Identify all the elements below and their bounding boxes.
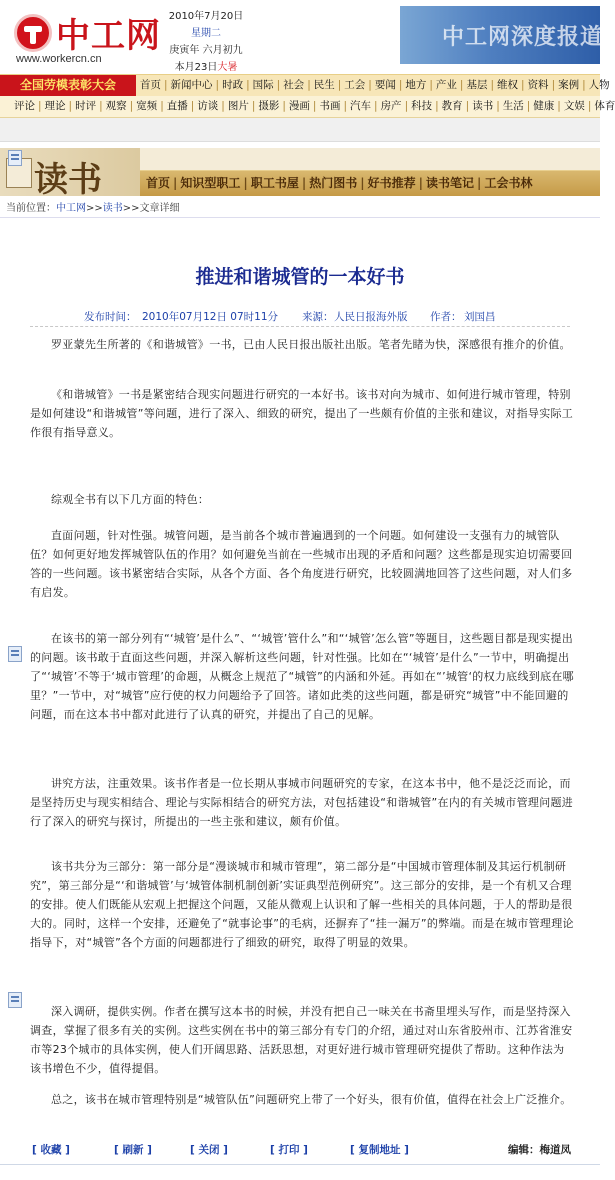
article-paragraph: 在该书的第一部分列有“‘城管’是什么”、“‘城管’管什么”和“‘城管’怎么管”等题目，这些题目都是现实提出的问题。该书敢于直面这些问题，并深入解析这些问题，针对性强。比如在“‘城管’是什么”一节中，明确提出了“‘城管’不等于‘城市管理’的命题，从概念上规范了“城管”的内涵和外延。再如在“’城管‘的权力底线到底在哪里？”一节中，对“城管”应行使的权力问题给予了回答。诸如此类的这些问题，都是研究“城管”中不能回避的问题，而在这本书中都对此进行了认真的研究，并提出了自己的见解。 [30, 632, 574, 721]
author-label: 作者： [430, 311, 462, 323]
nav-separator: | [521, 79, 525, 91]
nav-separator: | [276, 79, 281, 91]
date-text: 2010年7月20日 [168, 11, 244, 22]
nav-separator: | [404, 100, 409, 112]
article-paragraph: 综观全书有以下几方面的特色： [51, 493, 210, 506]
logo-emblem-icon[interactable] [14, 14, 52, 52]
sub-nav-item-13[interactable]: 科技 [411, 100, 433, 112]
article-title: 推进和谐城管的一本好书 [195, 266, 405, 288]
source-name: 人民日报海外版 [334, 311, 408, 323]
nav-separator: | [587, 100, 592, 112]
sub-nav-item-18[interactable]: 文娱 [563, 100, 585, 112]
feature-banner[interactable] [400, 6, 604, 64]
source-label: 来源： [302, 311, 334, 323]
sub-nav-item-10[interactable]: 书画 [319, 100, 341, 112]
nav-separator: | [398, 79, 403, 91]
refresh-button[interactable]: [ 刷新 ] [114, 1144, 152, 1156]
nav-separator: | [68, 100, 73, 112]
nav-separator: | [360, 176, 365, 190]
article-paragraph: 《和谐城管》一书是紧密结合现实问题进行研究的一本好书。该书对向为城市、如何进行城市管理，特别是如何建设“和谐城管”等问题，进行了深入、细致的研究，提出了一些颇有价值的主张和建议，对指导实际工作很有指导意义。 [30, 388, 574, 439]
nav-separator: | [557, 100, 561, 112]
nav-separator: | [368, 79, 372, 91]
floating-note-icon[interactable] [8, 150, 22, 166]
model-worker-badge[interactable]: 全国劳模表彰大会 [0, 75, 136, 96]
sub-nav-item-12[interactable]: 房产 [380, 100, 402, 112]
nav-separator: | [465, 100, 470, 112]
nav-separator: | [337, 79, 342, 91]
floating-note-icon[interactable] [8, 992, 22, 1008]
article-paragraph: 直面问题，针对性强。城管问题，是当前各个城市普遍遇到的一个问题。如何建设一支强有力的城管队伍？如何更好地发挥城管队伍的作用？如何避免当前在一些城市出现的矛盾和问题？这些都是现实迫切需要回答的一些问题。该书紧密结合实际，从各个方面、各个角度进行研究，比较圆满地回答了这些问题，对人们多有启发。 [30, 529, 573, 599]
main-nav-item-1[interactable]: 新闻中心 [170, 79, 213, 91]
reading-menu-item-5[interactable]: 读书笔记 [426, 176, 475, 190]
nav-separator: | [160, 100, 164, 112]
breadcrumb-separator: >> [86, 203, 103, 214]
main-nav-item-3[interactable]: 国际 [252, 79, 274, 91]
reading-banner-background [140, 148, 600, 170]
main-nav-item-8[interactable]: 地方 [405, 79, 427, 91]
reading-menu-item-1[interactable]: 知识型职工 [180, 176, 241, 190]
lunar-date: 庚寅年 六月初九 [169, 45, 243, 56]
nav-separator: | [38, 100, 42, 112]
nav-separator: | [551, 79, 556, 91]
floating-note-icon[interactable] [8, 646, 22, 662]
nav-separator: | [282, 100, 286, 112]
sub-nav [0, 96, 615, 118]
main-nav-item-14[interactable]: 人物 [588, 79, 610, 91]
article-paragraph: 讲究方法，注重效果。该书作者是一位长期从事城市问题研究的专家，在这本书中，他不是泛泛而论，而是坚持历史与现实相结合、理论与实际相结合的研究方法，对包括建设“和谐城管”在内的有关城市管理问题进行了深入的研究与探讨，所提出的一些主张和建议，颇有价值。 [30, 777, 574, 828]
sub-nav-item-16[interactable]: 生活 [502, 100, 524, 112]
sub-nav-item-6[interactable]: 访谈 [197, 100, 219, 112]
main-nav-item-12[interactable]: 资料 [527, 79, 549, 91]
breadcrumb-separator: >> [122, 203, 140, 214]
sub-nav-item-11[interactable]: 汽车 [350, 100, 372, 112]
main-nav-item-10[interactable]: 基层 [466, 79, 488, 91]
nav-separator: | [164, 79, 168, 91]
main-nav-item-4[interactable]: 社会 [283, 79, 305, 91]
main-nav-links [140, 75, 610, 96]
sub-nav-item-19[interactable]: 体育 [594, 100, 615, 112]
sub-nav-item-14[interactable]: 教育 [441, 100, 463, 112]
sub-nav-item-15[interactable]: 读书 [472, 100, 494, 112]
breadcrumb-current: 文章详细 [139, 203, 180, 214]
nav-separator: | [459, 79, 464, 91]
reading-menu-item-0[interactable]: 首页 [146, 176, 171, 190]
breadcrumb-home-link[interactable]: 中工网 [56, 203, 86, 214]
reading-menu [140, 170, 600, 196]
close-button[interactable]: [ 关闭 ] [190, 1144, 228, 1156]
breadcrumb-section-link[interactable]: 读书 [102, 203, 123, 214]
ad-strip [0, 118, 600, 142]
publish-time: 2010年07月12日 07时11分 [142, 311, 279, 323]
solar-term-name: 大暑 [217, 62, 238, 73]
print-button[interactable]: [ 打印 ] [270, 1144, 308, 1156]
sub-nav-item-8[interactable]: 摄影 [258, 100, 280, 112]
nav-separator: | [343, 100, 348, 112]
main-nav [0, 74, 610, 96]
sub-nav-item-3[interactable]: 观察 [105, 100, 127, 112]
editor-credit [508, 1140, 571, 1160]
nav-separator: | [496, 100, 500, 112]
nav-separator: | [173, 176, 178, 190]
nav-separator: | [221, 100, 225, 112]
editor-name: 梅道凤 [539, 1144, 571, 1156]
nav-separator: | [526, 100, 531, 112]
breadcrumb [0, 200, 600, 218]
editor-label: 编辑： [508, 1144, 540, 1156]
sub-nav-item-0[interactable]: 评论 [14, 100, 35, 112]
main-nav-item-11[interactable]: 维权 [497, 79, 519, 91]
nav-separator: | [301, 176, 307, 190]
article-paragraph: 该书共分为三部分：第一部分是“漫谈城市和城市管理”，第二部分是“中国城市管理体制及其运行机制研究”，第三部分是“‘和谐城管’与‘城管体制机制创新’实证典型范例研究”。这三部分的安排，是一个有机又合理的安排。使人们既能从宏观上把握这个问题，又能从微观上认识和了解一些相关的具体问题，于人的帮助是很大的。同时，这样一个安排，还避免了“就事论事”的毛病，还摒弃了“挂一漏万”的弊端。而是在城市管理理论指导下，对“城管”各个方面的问题都进行了细致的研究，取得了明显的效果。 [30, 860, 574, 949]
article-paragraph: 总之，该书在城市管理特别是“城管队伍”问题研究上带了一个好头，很有价值，值得在社会上广泛推介。 [51, 1093, 572, 1106]
main-nav-item-9[interactable]: 产业 [435, 79, 457, 91]
main-nav-item-13[interactable]: 案例 [558, 79, 580, 91]
article-paragraph: 深入调研，提供实例。作者在撰写这本书的时候，并没有把自己一味关在书斋里埋头写作，而是坚持深入调查，掌握了很多有关的实例。这些实例在书中的第三部分有专门的介绍，通过对山东省胶州市、江苏省淮安市等23个城市的具体实例，使人们开阔思路、活跃思想，对更好进行城市管理研究提供了帮助。这种作法为该书增色不少，值得提倡。 [30, 1005, 573, 1075]
main-nav-item-7[interactable]: 要闻 [374, 79, 396, 91]
main-nav-item-2[interactable]: 时政 [222, 79, 244, 91]
sub-nav-links [14, 96, 615, 117]
reading-channel-banner [0, 148, 600, 200]
site-url: www.workercn.cn [16, 53, 102, 65]
sub-nav-item-17[interactable]: 健康 [533, 100, 555, 112]
main-nav-item-6[interactable]: 工会 [344, 79, 366, 91]
reading-menu-item-3[interactable]: 热门图书 [309, 176, 358, 190]
sub-nav-item-2[interactable]: 时评 [75, 100, 97, 112]
publish-label: 发布时间： [84, 311, 137, 323]
banner-text: 中工网深度报道 [442, 25, 604, 50]
collect-button[interactable]: [ 收藏 ] [32, 1144, 70, 1156]
nav-separator: | [490, 79, 495, 91]
reading-channel-title: 读书 [34, 160, 102, 200]
breadcrumb-prefix: 当前位置： [6, 203, 56, 214]
nav-separator: | [435, 100, 439, 112]
nav-separator: | [312, 100, 317, 112]
main-nav-item-0[interactable]: 首页 [140, 79, 161, 91]
author-name: 刘国昌 [464, 311, 496, 323]
reading-menu-item-6[interactable]: 工会书林 [484, 176, 533, 190]
sub-nav-item-9[interactable]: 漫画 [288, 100, 310, 112]
copy-link-button[interactable]: [ 复制地址 ] [350, 1144, 409, 1156]
nav-separator: | [99, 100, 103, 112]
solar-term-date: 本月23日 [174, 62, 218, 73]
site-logo[interactable]: 中工网 [56, 16, 161, 56]
reading-menu-links [146, 171, 532, 196]
weekday-text: 星期二 [191, 28, 221, 39]
reading-menu-item-2[interactable]: 职工书屋 [250, 176, 299, 190]
nav-separator: | [251, 100, 256, 112]
nav-separator: | [215, 79, 220, 91]
nav-separator: | [582, 79, 586, 91]
sub-nav-item-1[interactable]: 理论 [44, 100, 66, 112]
nav-separator: | [477, 176, 482, 190]
nav-separator: | [243, 176, 248, 190]
nav-separator: | [129, 100, 134, 112]
nav-separator: | [307, 79, 311, 91]
meta-divider [30, 326, 570, 327]
reading-menu-item-4[interactable]: 好书推荐 [367, 176, 416, 190]
nav-separator: | [246, 79, 250, 91]
site-header [0, 0, 604, 74]
article-meta [0, 308, 600, 326]
nav-separator: | [190, 100, 195, 112]
nav-separator: | [429, 79, 433, 91]
article-paragraph: 罗亚蒙先生所著的《和谐城管》一书，已由人民日报出版社出版。笔者先睹为快，深感很有推介的价值。 [51, 338, 571, 351]
nav-separator: | [418, 176, 424, 190]
sub-nav-item-5[interactable]: 直播 [166, 100, 188, 112]
main-nav-item-5[interactable]: 民生 [313, 79, 335, 91]
sub-nav-item-7[interactable]: 图片 [227, 100, 249, 112]
article-toolbar [0, 1140, 600, 1160]
date-box [160, 8, 252, 76]
sub-nav-item-4[interactable]: 宽频 [136, 100, 158, 112]
footer-divider [0, 1164, 600, 1165]
nav-separator: | [374, 100, 378, 112]
